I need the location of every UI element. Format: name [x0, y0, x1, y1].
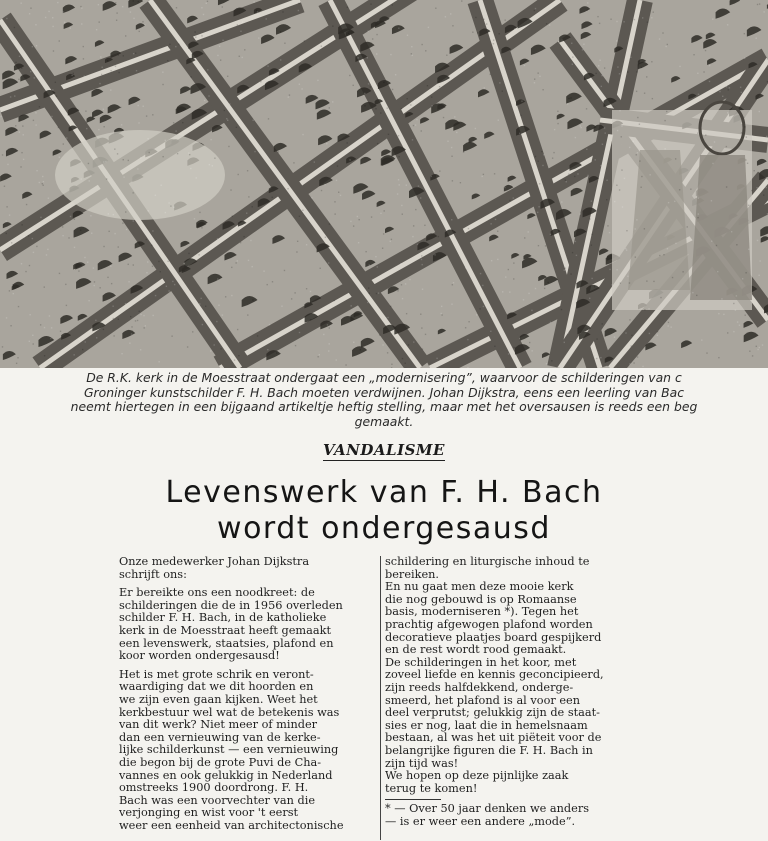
- caption-line: gemaakt.: [354, 414, 414, 429]
- text-line: schildering en liturgische inhoud te: [385, 556, 590, 568]
- text-line: zoveel liefde en kennis geconcipieerd,: [385, 669, 604, 682]
- section-kicker: [0, 441, 768, 459]
- text-line: vannes en ook gelukkig in Nederland: [119, 769, 333, 782]
- footnote-rule: [385, 799, 441, 800]
- text-line: schilder F. H. Bach, in de katholieke: [119, 612, 327, 625]
- article-column-2: [385, 556, 637, 828]
- text-line: terug te komen!: [385, 782, 478, 795]
- text-line: schilderingen die de in 1956 overleden: [119, 599, 343, 612]
- text-line: We hopen op deze pijnlijke zaak: [385, 770, 569, 783]
- text-line: Er bereikte ons een noodkreet: de: [119, 587, 315, 600]
- caption-line: De R.K. kerk in de Moesstraat ondergaat een „modernisering”, waarvoor de schilderingen van c: [86, 371, 682, 385]
- footnote-line: — is er weer een andere „mode”.: [385, 815, 576, 828]
- text-line: schrijft ons:: [119, 568, 187, 581]
- kicker-text: VANDALISME: [323, 441, 445, 459]
- ceiling-illustration: [0, 0, 768, 368]
- footnote-line: * — Over 50 jaar denken we anders: [385, 803, 590, 816]
- text-line: zijn reeds halfdekkend, onderge-: [385, 681, 574, 694]
- text-line: decoratieve plaatjes board gespijkerd: [385, 631, 602, 644]
- caption-line: Groninger kunstschilder F. H. Bach moeten verdwijnen. Johan Dijkstra, eens een leerling van Bac: [83, 385, 685, 400]
- headline-line-2: wordt ondergesausd: [217, 511, 551, 546]
- text-line: deel verprutst; gelukkig zijn de staat-: [385, 707, 600, 720]
- text-line: waardiging dat we dit hoorden en: [119, 681, 314, 694]
- text-line: prachtig afgewogen plafond worden: [385, 618, 593, 631]
- text-line: dan een vernieuwing van de kerke-: [119, 731, 321, 744]
- text-line: sies er nog, laat die in hemelsnaam: [385, 719, 588, 732]
- text-line: Bach was een voorvechter van die: [119, 794, 316, 807]
- article-column-1: [119, 556, 377, 832]
- text-line: een levenswerk, staatsies, plafond en: [119, 637, 334, 650]
- text-line: en de rest wordt rood gemaakt.: [385, 644, 567, 657]
- text-line: omstreeks 1900 doordrong. F. H.: [119, 782, 309, 795]
- caption-line: neemt hiertegen in een bijgaand artikeltje heftig stelling, maar met het oversausen is reeds een beg: [70, 400, 698, 414]
- text-line: bereiken.: [385, 568, 440, 581]
- text-line: weer een eenheid van architectonische: [119, 819, 344, 832]
- text-line: lijke schilderkunst — een vernieuwing: [119, 744, 339, 757]
- text-line: die begon bij de grote Puvi de Cha-: [119, 756, 322, 769]
- text-line: koor worden ondergesausd!: [119, 650, 280, 663]
- text-line: Onze medewerker Johan Dijkstra: [119, 556, 310, 568]
- article-headline: [0, 475, 768, 547]
- text-line: zijn tijd was!: [385, 757, 459, 770]
- text-line: van dit werk? Niet meer of minder: [119, 719, 318, 732]
- photo-caption: [0, 371, 768, 429]
- text-line: die nog gebouwd is op Romaanse: [385, 593, 577, 606]
- text-line: bestaan, al was het uit piëteit voor de: [385, 732, 602, 745]
- text-line: smeerd, het plafond is al voor een: [385, 694, 581, 707]
- ceiling-photo: [0, 0, 768, 368]
- text-line: De schilderingen in het koor, met: [385, 656, 577, 669]
- text-line: we zijn even gaan kijken. Weet het: [119, 693, 318, 706]
- text-line: basis, moderniseren *). Tegen het: [385, 606, 579, 619]
- text-line: kerkbestuur wel wat de betekenis was: [119, 706, 340, 719]
- text-line: kerk in de Moesstraat heeft gemaakt: [119, 624, 331, 637]
- text-line: Het is met grote schrik en veront-: [119, 668, 314, 681]
- text-line: En nu gaat men deze mooie kerk: [385, 581, 574, 594]
- text-line: belangrijke figuren die F. H. Bach in: [385, 744, 593, 757]
- text-line: verjonging en wist voor 't eerst: [119, 807, 299, 820]
- headline-line-1: Levenswerk van F. H. Bach: [165, 475, 603, 510]
- column-divider: [380, 556, 381, 840]
